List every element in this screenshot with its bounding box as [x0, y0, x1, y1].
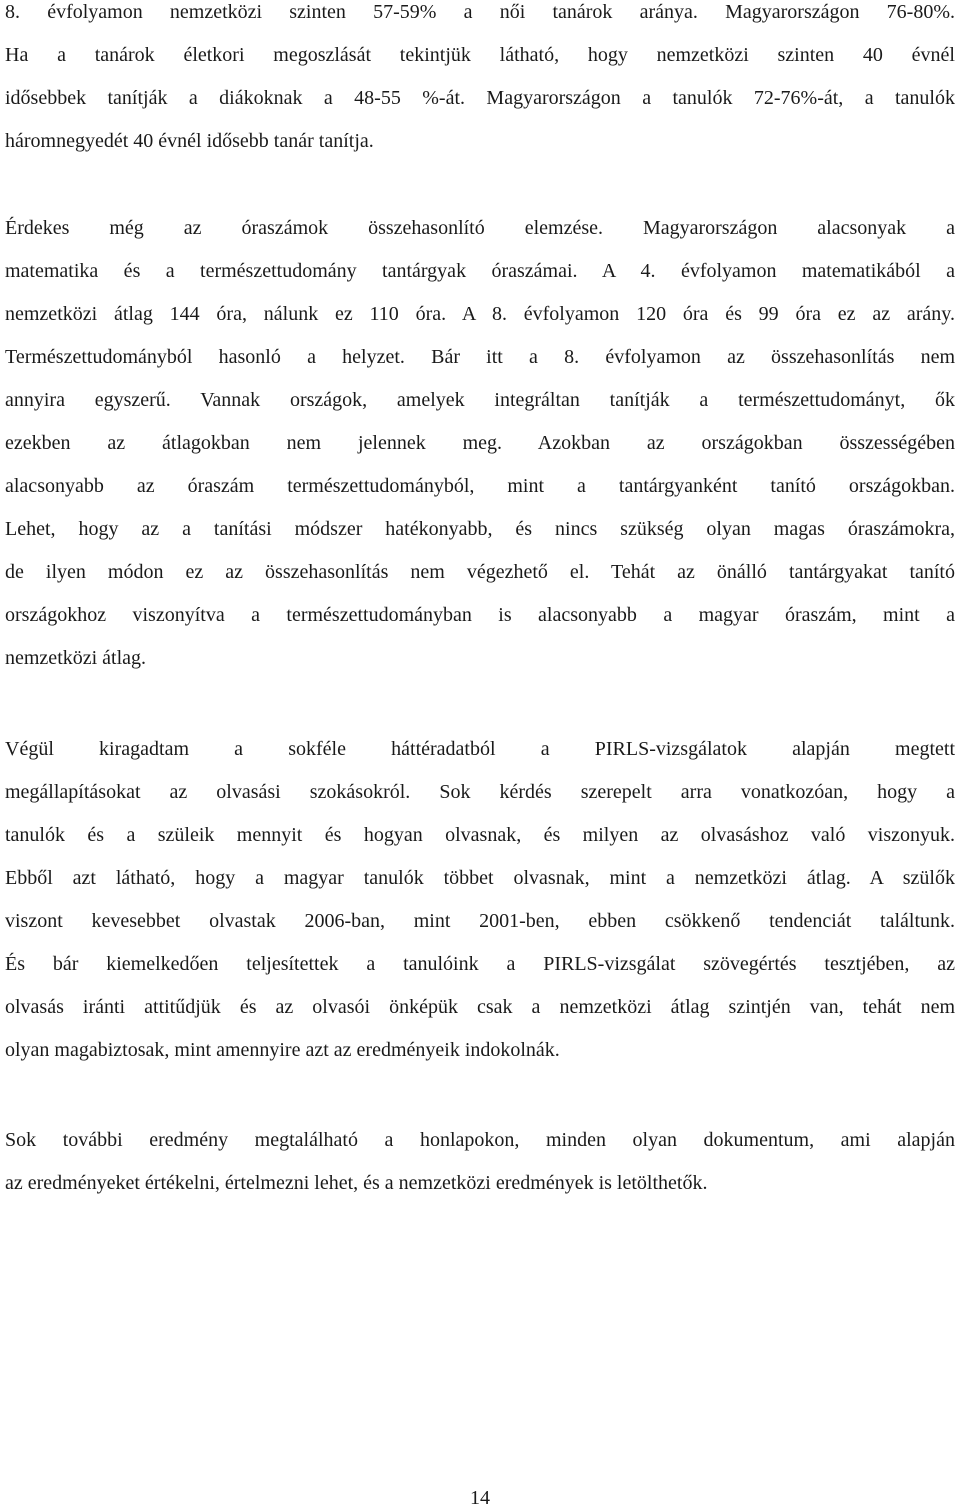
paragraph-3-line-5: viszont kevesebbet olvastak 2006-ban, mint 2001-ben, ebben csökkenő tendenciát találtunk. [5, 910, 955, 932]
paragraph-1-line-4: háromnegyedét 40 évnél idősebb tanár tanítja. [5, 130, 374, 152]
paragraph-2-line-8: Lehet, hogy az a tanítási módszer hatékonyabb, és nincs szükség olyan magas óraszámokra, [5, 518, 955, 540]
paragraph-1-line-2: Ha a tanárok életkori megoszlását tekintjük látható, hogy nemzetközi szinten 40 évnél [5, 44, 955, 66]
paragraph-2-line-9: de ilyen módon ez az összehasonlítás nem végezhető el. Tehát az önálló tantárgyakat tanító [5, 561, 955, 583]
paragraph-3-line-7: olvasás iránti attitűdjük és az olvasói önképük csak a nemzetközi átlag szintjén van, tehát nem [5, 996, 955, 1018]
paragraph-3-line-2: megállapításokat az olvasási szokásokról. Sok kérdés szerepelt arra vonatkozóan, hogy a [5, 781, 955, 803]
paragraph-2-line-11: nemzetközi átlag. [5, 647, 147, 669]
paragraph-4-line-2: az eredményeket értékelni, értelmezni lehet, és a nemzetközi eredmények is letölthetők. [5, 1172, 708, 1194]
paragraph-2-line-10: országokhoz viszonyítva a természettudományban is alacsonyabb a magyar óraszám, mint a [5, 604, 955, 626]
paragraph-2-line-5: annyira egyszerű. Vannak országok, amelyek integráltan tanítják a természettudományt, ők [5, 389, 955, 411]
paragraph-2-line-3: nemzetközi átlag 144 óra, nálunk ez 110 óra. A 8. évfolyamon 120 óra és 99 óra ez az arány. [5, 303, 955, 325]
paragraph-3-line-8: olyan magabiztosak, mint amennyire azt az eredményeik indokolnák. [5, 1039, 560, 1061]
paragraph-3-line-1: Végül kiragadtam a sokféle háttéradatból a PIRLS-vizsgálatok alapján megtett [5, 738, 955, 760]
paragraph-3-line-4: Ebből azt látható, hogy a magyar tanulók többet olvasnak, mint a nemzetközi átlag. A szülők [5, 867, 955, 889]
paragraph-2-line-1: Érdekes még az óraszámok összehasonlító elemzése. Magyarországon alacsonyak a [5, 217, 955, 239]
paragraph-1-line-3: idősebbek tanítják a diákoknak a 48-55 %-át. Magyarországon a tanulók 72-76%-át, a tanulók [5, 87, 955, 109]
page-number: 14 [470, 1487, 490, 1509]
paragraph-2-line-6: ezekben az átlagokban nem jelennek meg. Azokban az országokban összességében [5, 432, 955, 454]
paragraph-3-line-3: tanulók és a szüleik mennyit és hogyan olvasnak, és milyen az olvasáshoz való viszonyuk. [5, 824, 955, 846]
paragraph-2-line-4: Természettudományból hasonló a helyzet. Bár itt a 8. évfolyamon az összehasonlítás nem [5, 346, 955, 368]
paragraph-2-line-2: matematika és a természettudomány tantárgyak óraszámai. A 4. évfolyamon matematikából a [5, 260, 955, 282]
paragraph-4-line-1: Sok további eredmény megtalálható a honlapokon, minden olyan dokumentum, ami alapján [5, 1129, 955, 1151]
paragraph-1-line-1: 8. évfolyamon nemzetközi szinten 57-59% a női tanárok aránya. Magyarországon 76-80%. [5, 1, 955, 23]
paragraph-2-line-7: alacsonyabb az óraszám természettudományból, mint a tantárgyanként tanító országokban. [5, 475, 955, 497]
paragraph-3-line-6: És bár kiemelkedően teljesítettek a tanulóink a PIRLS-vizsgálat szövegértés tesztjében, az [5, 953, 955, 975]
